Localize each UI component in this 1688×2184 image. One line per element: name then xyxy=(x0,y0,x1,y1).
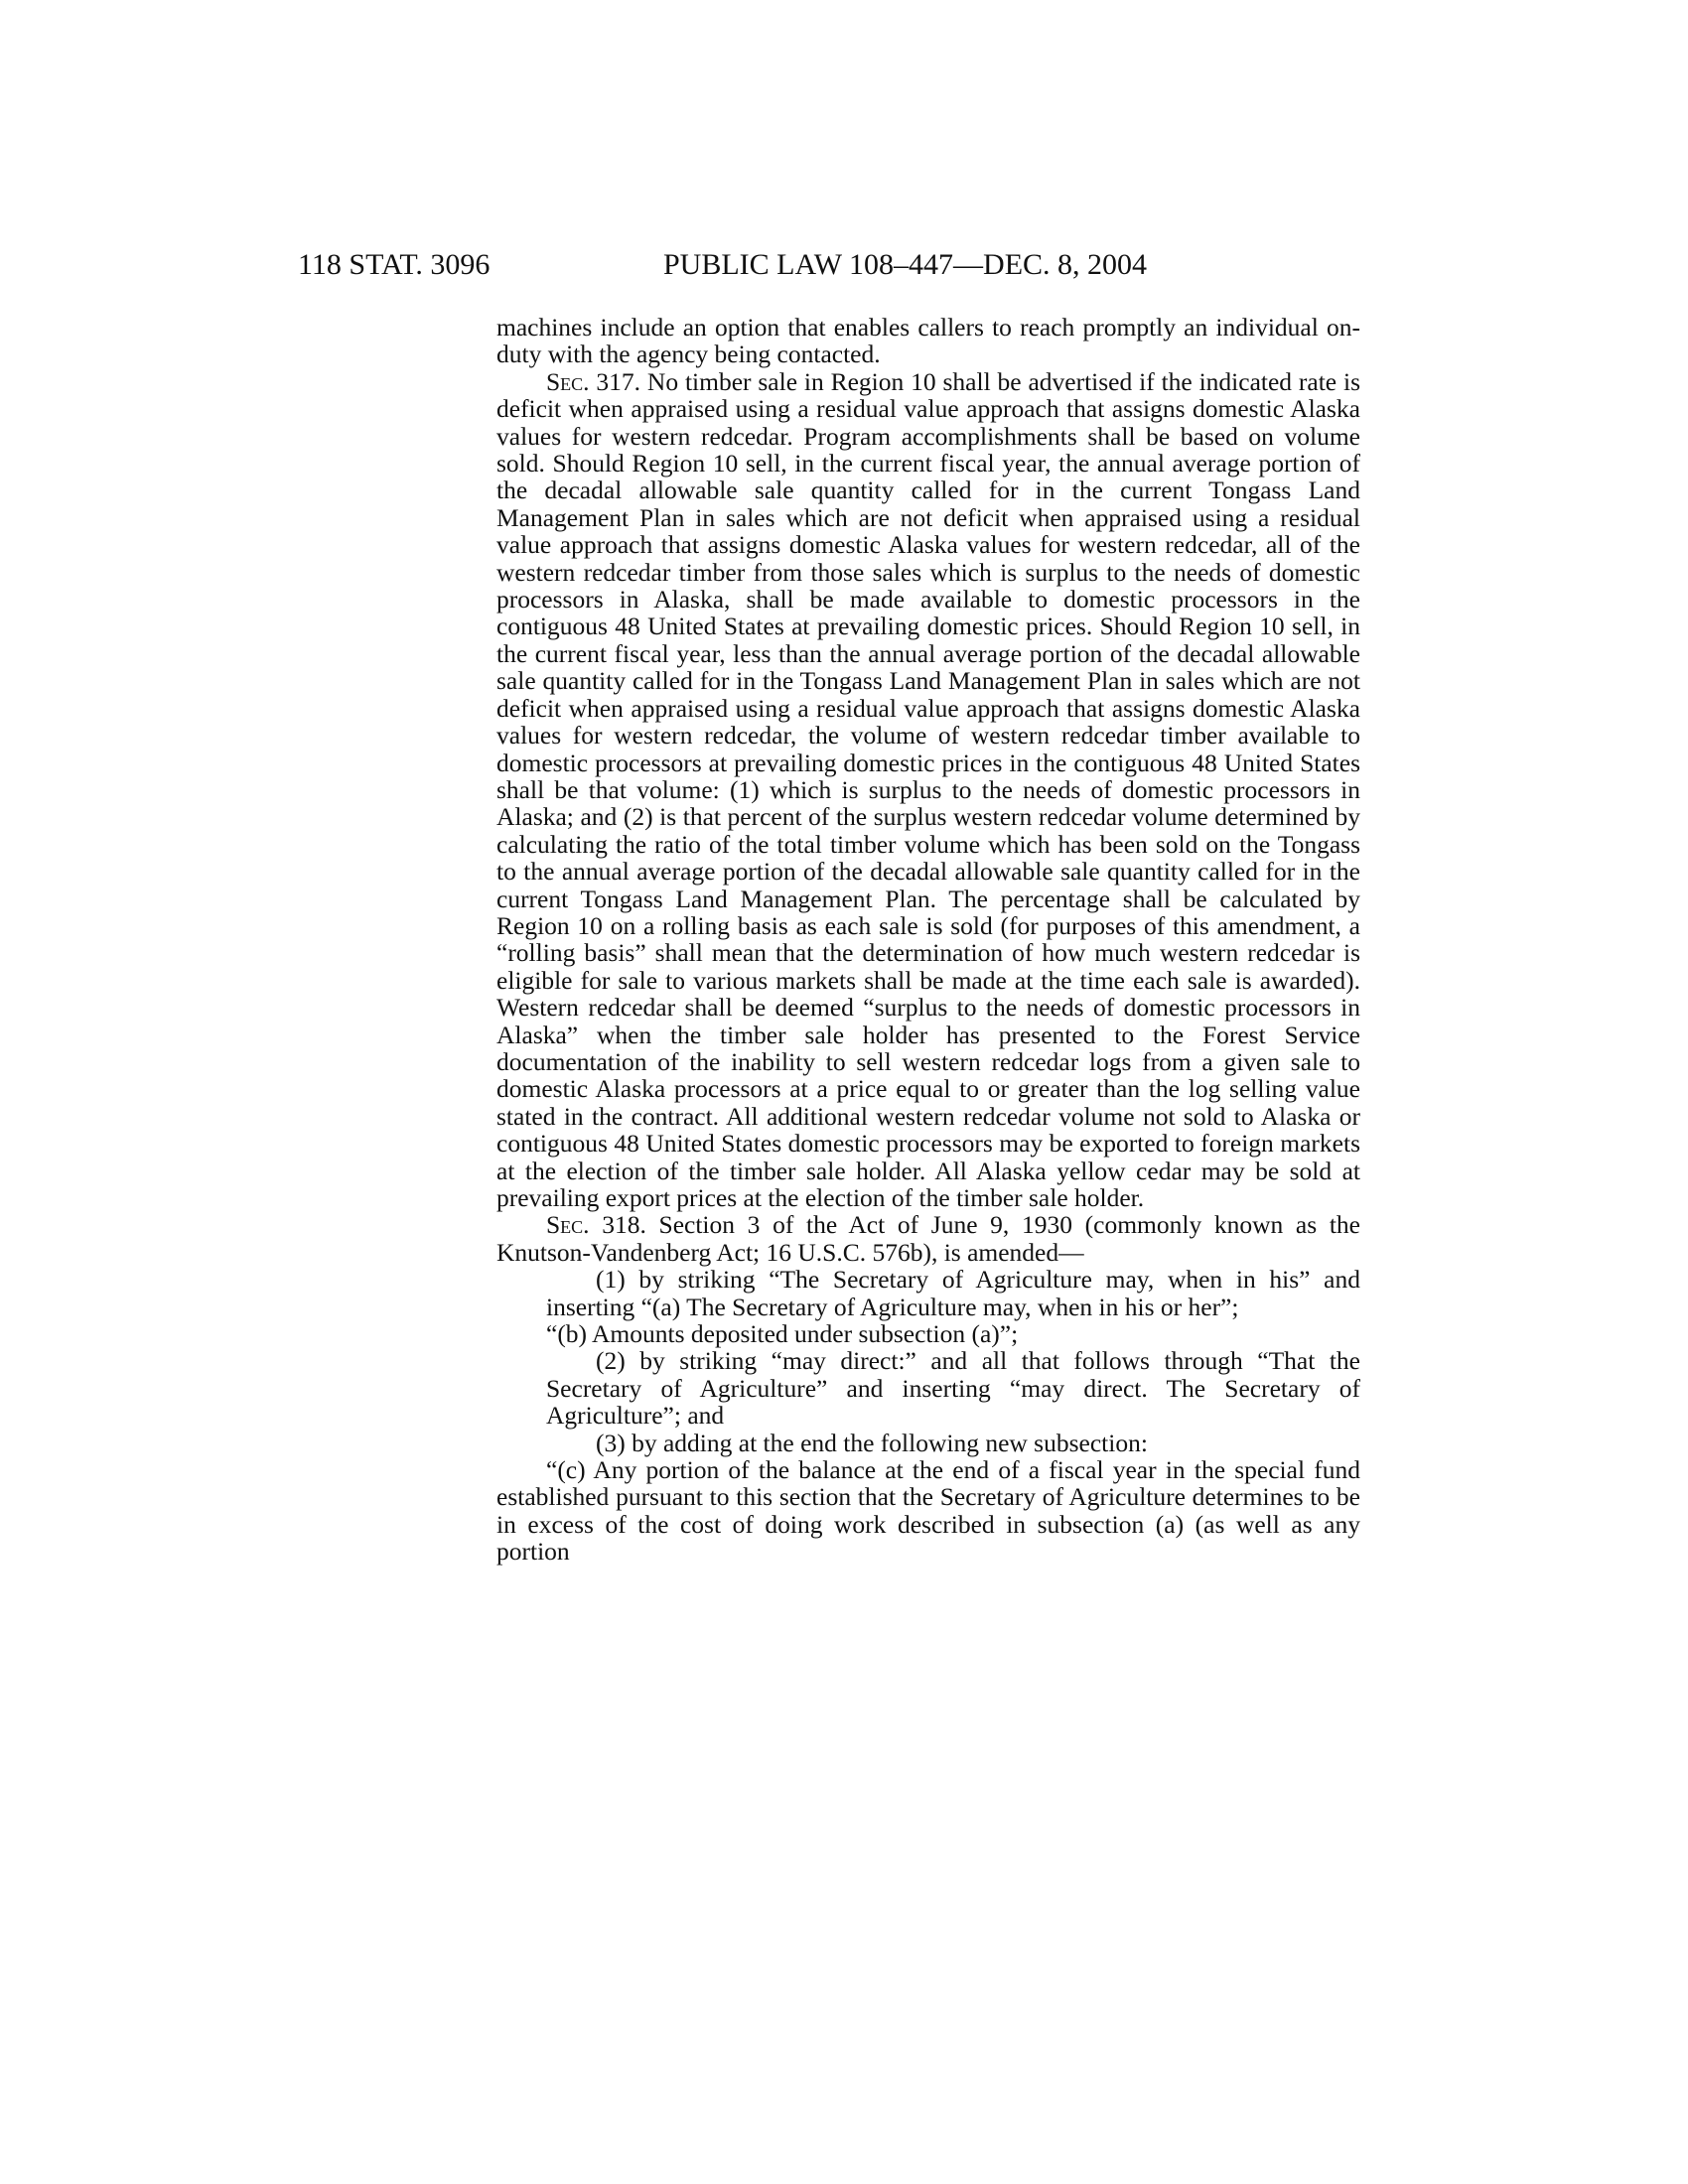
section-label: Sec. xyxy=(546,1210,590,1240)
section-label: Sec. xyxy=(546,366,590,396)
section-text: 317. No timber sale in Region 10 shall be advertised if the indicated rate is deficit when appraised using a residual value approach that assigns domestic Alaska values for western redcedar. Program accomplishments shall be based on volume sold. Should Region 10 sell, in the current fiscal year, the annual average portion of the decadal allowable sale quantity called for in the current Tongass Land Management Plan in sales which are not deficit when appraised using a residual value approach that assigns domestic Alaska values for western redcedar, all of the western redcedar timber from those sales which is surplus to the needs of domestic processors in Alaska, shall be made available to domestic processors in the contiguous 48 United States at prevailing domestic prices. Should Region 10 sell, in the current fiscal year, less than the annual average portion of the decadal allowable sale quantity called for in the Tongass Land Management Plan in sales which are not deficit when appraised using a residual value approach that assigns domestic Alaska values for western redcedar, the volume of western redcedar timber available to domestic processors at prevailing domestic prices in the contiguous 48 United States shall be that volume: (1) which is surplus to the needs of domestic processors in Alaska; and (2) is that percent of the surplus western redcedar volume determined by calculating the ratio of the total timber volume which has been sold on the Tongass to the annual average portion of the decadal allowable sale quantity called for in the current Tongass Land Management Plan. The percentage shall be calculated by Region 10 on a rolling basis as each sale is sold (for purposes of this amendment, a “rolling basis” shall mean that the determination of how much western redcedar is eligible for sale to various markets shall be made at the time each sale is awarded). Western redcedar shall be deemed “surplus to the needs of domestic processors in Alaska” when the timber sale holder has presented to the Forest Service documentation of the inability to sell western redcedar logs from a given sale to domestic Alaska processors at a price equal to or greater than the log selling value stated in the contract. All additional western redcedar volume not sold to Alaska or contiguous 48 United States domestic processors may be exported to foreign markets at the election of the timber sale holder. All Alaska yellow cedar may be sold at prevailing export prices at the election of the timber sale holder. xyxy=(496,366,1360,1212)
section-318 xyxy=(496,1211,1360,1266)
page-stat-citation: 118 STAT. 3096 xyxy=(298,248,491,281)
amendment-item-1b: “(b) Amounts deposited under subsection (a)”; xyxy=(546,1319,1019,1349)
section-317 xyxy=(496,368,1360,1212)
amendment-item-2: (2) by striking “may direct:” and all that follows through “That the Secretary of Agriculture” and inserting “may direct. The Secretary of Agriculture”; and xyxy=(546,1346,1360,1431)
document-body xyxy=(496,314,1360,1566)
section-text: 318. Section 3 of the Act of June 9, 1930 (commonly known as the Knutson-Vandenberg Act; 16 U.S.C. 576b), is amended— xyxy=(496,1210,1360,1267)
amendment-item-3: (3) by adding at the end the following new subsection: xyxy=(596,1428,1148,1457)
amendment-item-1: (1) by striking “The Secretary of Agriculture may, when in his” and inserting “(a) The Secretary of Agriculture may, when in his or her”; xyxy=(546,1265,1360,1321)
paragraph-continuation: machines include an option that enables callers to reach promptly an individual on-duty with the agency being contacted. xyxy=(496,313,1360,369)
new-subsection-c: “(c) Any portion of the balance at the end of a fiscal year in the special fund established pursuant to this section that the Secretary of Agriculture determines to be in excess of the cost of doing work described in subsection (a) (as well as any portion xyxy=(496,1455,1360,1567)
running-header: PUBLIC LAW 108–447—DEC. 8, 2004 xyxy=(663,248,1148,281)
